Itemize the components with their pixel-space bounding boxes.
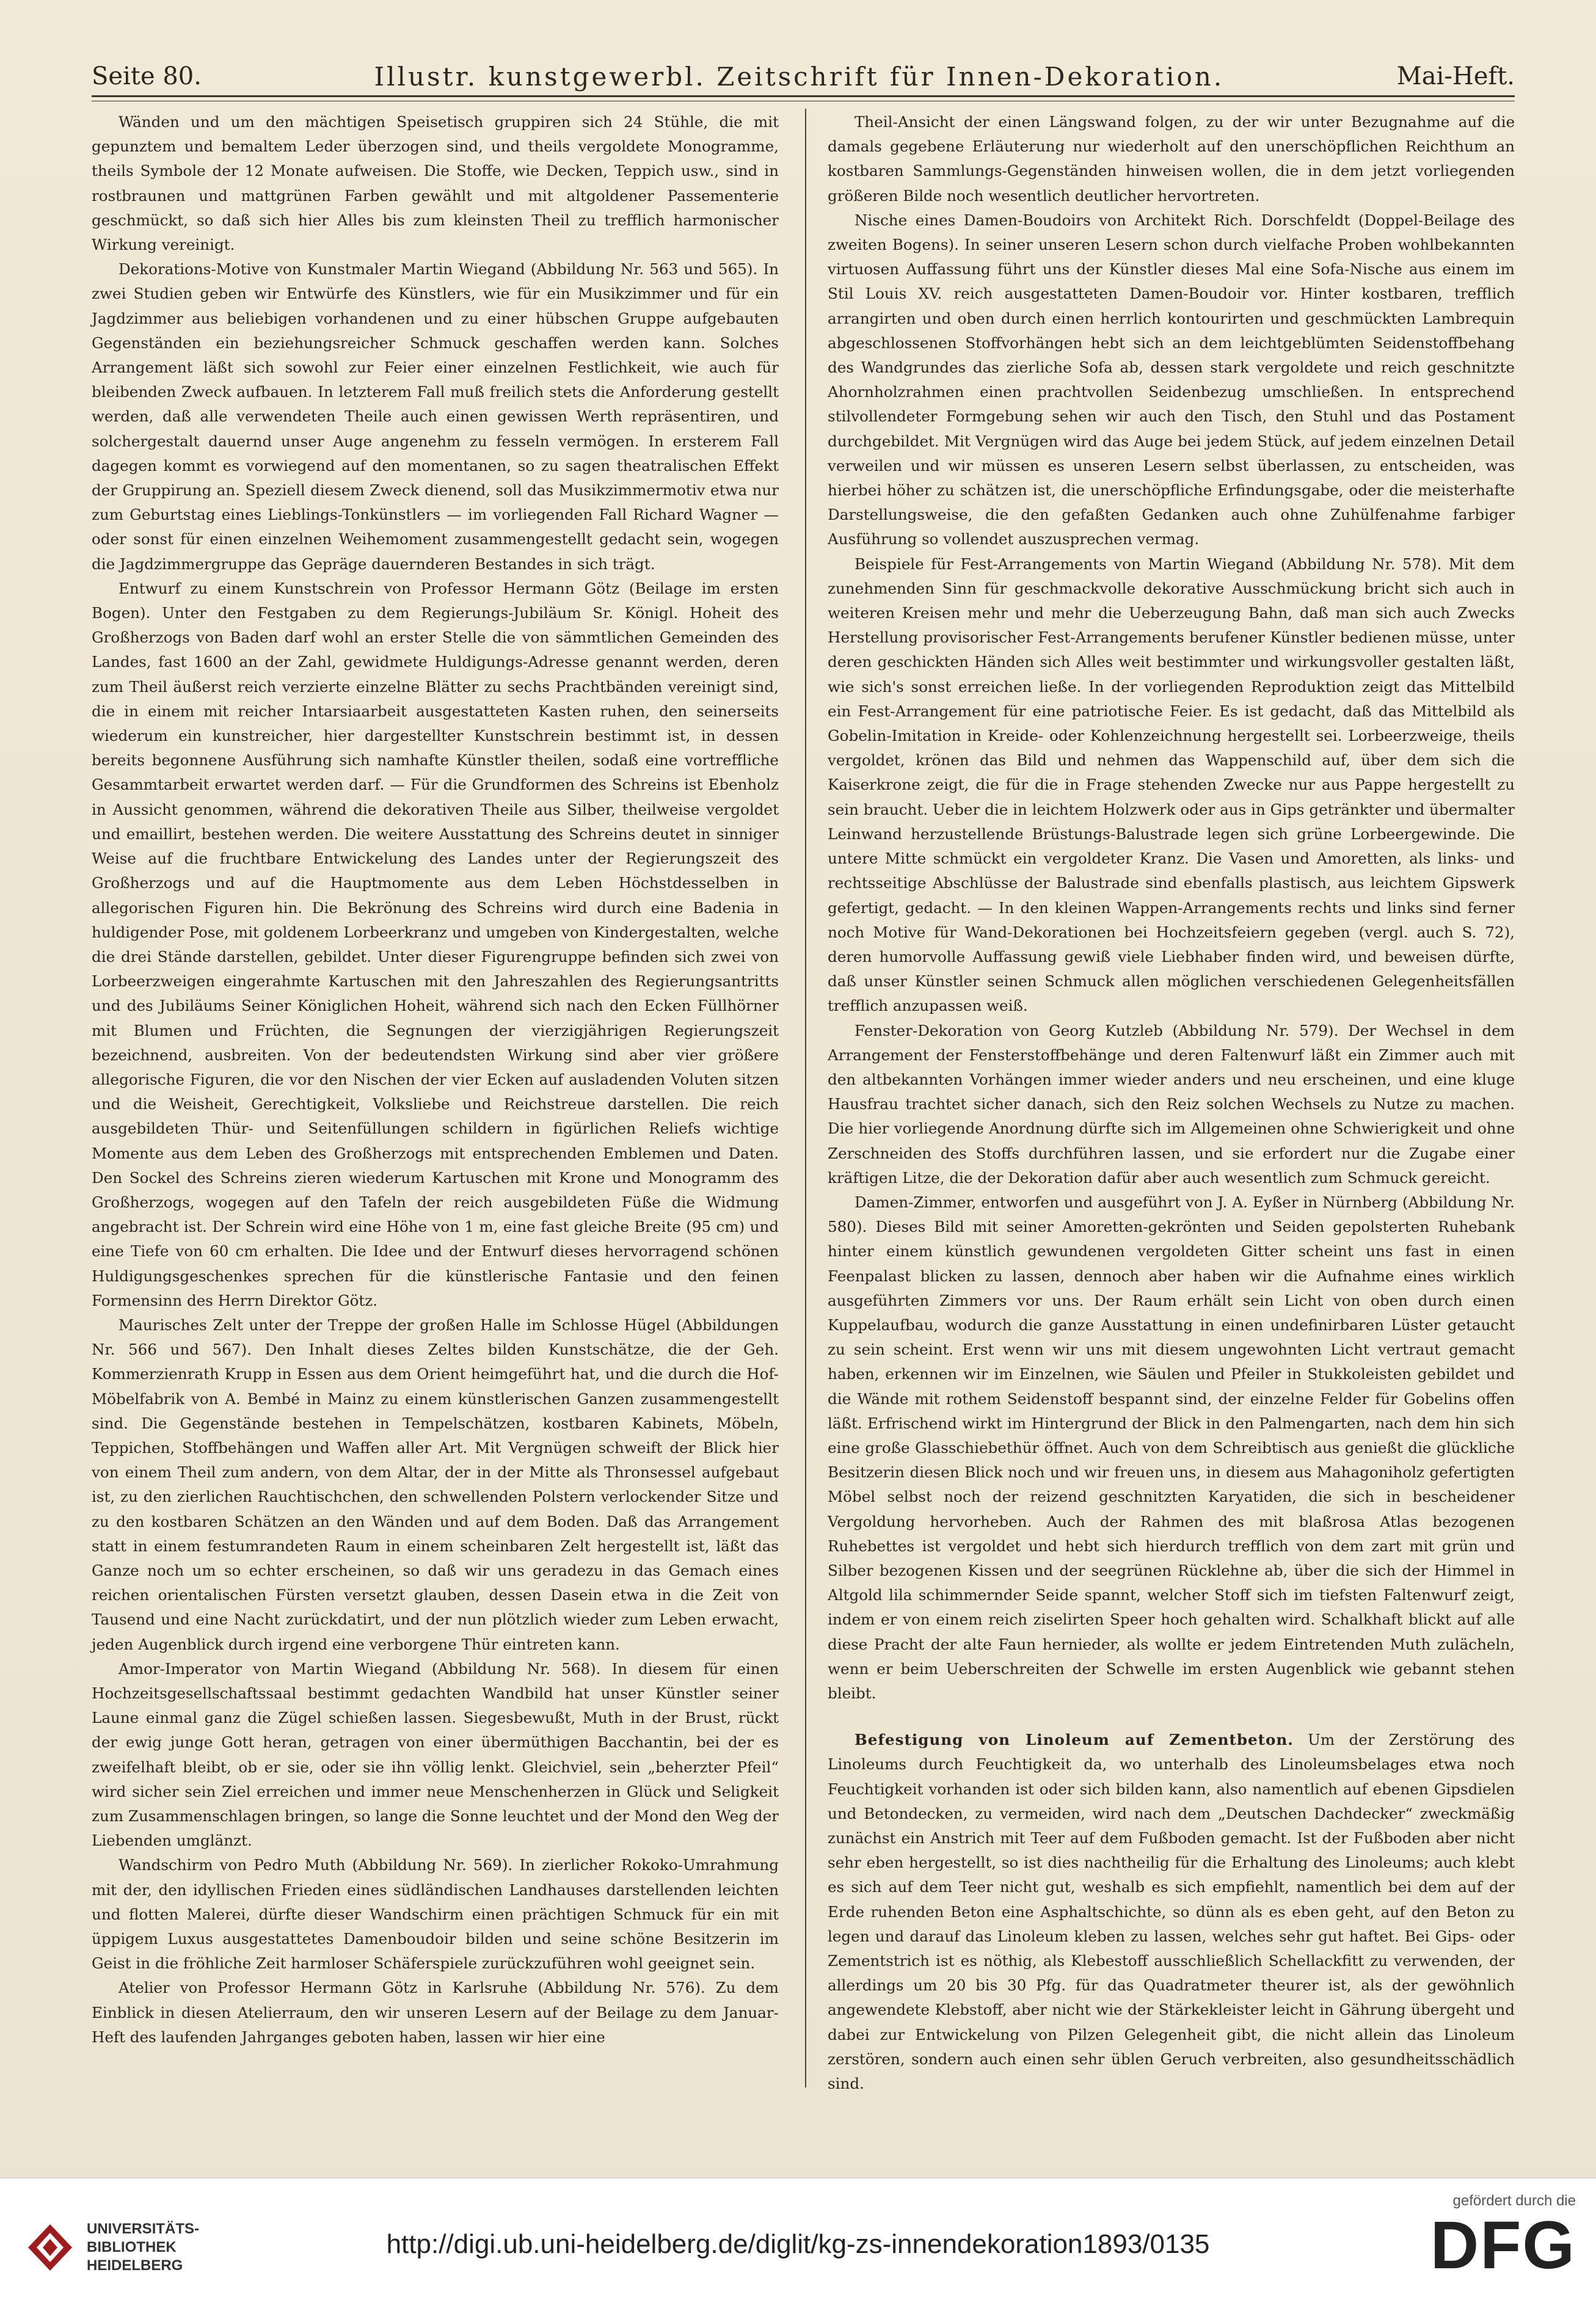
paragraph: Maurisches Zelt unter der Treppe der großen Halle im Schlosse Hügel (Abbildungen Nr. 566 und 567). Den Inhalt dieses Zeltes bilden Kunstschätze, die der Geh. Kommerzienrath Krupp in Essen aus dem Orient heimgeführt hat, und die durch die Hof-Möbelfabrik von A. Bembé in Mainz zu einem künstlerischen Ganzen zusammengestellt sind. Die Gegenstände bestehen in Tempelschätzen, kostbaren Kabinets, Möbeln, Teppichen, Stoffbehängen und Waffen aller Art. Mit Vergnügen schweift der Blick hier von einem Theil zum andern, von dem Altar, der in der Mitte als Thronsessel aufgebaut ist, zu den zierlichen Rauchtischchen, den schwellenden Polstern verlockender Sitze und zu den kostbaren Schätzen an den Wänden und auf dem Boden. Daß das Arrangement statt in einem festumrandeten Raum in einem scheinbaren Zelt hergestellt ist, läßt das Ganze noch um so echter erscheinen, so daß wir uns geradezu in das Gemach eines reichen orientalischen Fürsten versetzt glauben, dessen Dasein etwa in die Zeit von Tausend und eine Nacht zurückdatirt, und der nun plötzlich wieder zum Leben erwacht, jeden Augenblick durch irgend eine verborgene Thür eintreten kann. [92, 1316, 779, 1653]
paragraph: Entwurf zu einem Kunstschrein von Professor Hermann Götz (Beilage im ersten Bogen). Unter den Festgaben zu dem Regierungs-Jubiläum Sr. Königl. Hoheit des Großherzogs von Baden darf wohl an erster Stelle die von sämmtlichen Gemeinden des Landes, fast 1600 an der Zahl, gewidmete Huldigungs-Adresse genannt werden, deren zum Theil äußerst reich verzierte einzelne Blätter zu sechs Prachtbänden vereinigt sind, die in einem mit reicher Intarsiaarbeit ausgestatteten Kasten ruhen, den seinerseits wiederum ein kunstreicher, hier dargestellter Kunstschrein bestimmt ist, in dessen bereits begonnene Ausführung sich namhafte Künstler theilen, sodaß eine vortreffliche Gesammtarbeit erwartet werden darf. — Für die Grundformen des Schreins ist Ebenholz in Aussicht genommen, während die dekorativen Theile aus Silber, theilweise vergoldet und emaillirt, bestehen werden. Die weitere Ausstattung des Schreins deutet in sinniger Weise auf die fruchtbare Entwickelung des Landes unter der Regierungszeit des Großherzogs und auf die Hauptmomente aus dem Leben Höchstdesselben in allegorischen Figuren hin. Die Bekrönung des Schreins wird durch eine Badenia in huldigender Pose, mit goldenem Lorbeerkranz und umgeben von Kindergestalten, welche die drei Stände darstellen, gebildet. Unter dieser Figurengruppe befinden sich zwei von Lorbeerzweigen eingerahmte Kartuschen mit den Jahreszahlen des Regierungsantritts und des Jubiläums Seiner Königlichen Hoheit, während sich nach den Ecken Füllhörner mit Blumen und Früchten, die Segnungen der vierzigjährigen Regierungszeit bezeichnend, ausbreiten. Von der bedeutendsten Wirkung sind aber vier größere allegorische Figuren, die vor den Nischen der vier Ecken auf ausladenden Voluten sitzen und die Weisheit, Gerechtigkeit, Volksliebe und Reichstreue darstellen. Die reich ausgebildeten Thür- und Seitenfüllungen schildern in figürlichen Reliefs wichtige Momente aus dem Leben des Großherzogs mit entsprechenden Emblemen und Daten. Den Sockel des Schreins zieren wiederum Kartuschen mit Krone und Monogramm des Großherzogs, wogegen auf den Tafeln der reich ausgebildeten Füße die Widmung angebracht ist. Der Schrein wird eine Höhe von 1 m, eine fast gleiche Breite (95 cm) und eine Tiefe von 60 cm erhalten. Die Idee und der Entwurf dieses hervorragend schönen Huldigungsgeschenkes sprechen für die künstlerische Fantasie und den feinen Formensinn des Herrn Direktor Götz. [92, 579, 779, 1309]
article-heading: Befestigung von Linoleum auf Zementbeton. [854, 1731, 1294, 1749]
library-name-line: HEIDELBERG [87, 2257, 183, 2274]
column-divider [805, 109, 806, 2087]
paragraph: Nische eines Damen-Boudoirs von Architekt Rich. Dorschfeldt (Doppel-Beilage des zweiten Bogens). In seiner unseren Lesern schon durch vielfache Proben wohlbekannten virtuosen Auffassung führt uns der Künstler dieses Mal eine Sofa-Nische aus einem im Stil Louis XV. reich ausgestatteten Damen-Boudoir vor. Hinter kostbaren, trefflich arrangirten und oben durch einen herrlich kontourirten und geschmückten Lambrequin abgeschlossenen Stoffvorhängen hebt sich an dem leichtgeblümten Seidenstoffbehang des Wandgrundes das zierliche Sofa ab, dessen stark vergoldete und reich geschnitzte Ahornholzrahmen einen prachtvollen Seidenbezug umschließen. In entsprechend stilvollendeter Formgebung sehen wir auch den Tisch, den Stuhl und das Postament durchgebildet. Mit Vergnügen wird das Auge bei jedem Stück, auf jedem einzelnen Detail verweilen und wir müssen es unseren Lesern selbst überlassen, zu entscheiden, was hierbei höher zu schätzen ist, die unerschöpfliche Erfindungsgabe, oder die meisterhafte Darstellungsweise, die den gefaßten Gedanken auch ohne Zuhülfenahme farbiger Ausführung so vollendet auszusprechen vermag. [828, 211, 1515, 548]
paragraph: Dekorations-Motive von Kunstmaler Martin Wiegand (Abbildung Nr. 563 und 565). In zwei Studien geben wir Entwürfe des Künstlers, wie für ein Musikzimmer und für ein Jagdzimmer aus beliebigen vorhandenen und zu einer hübschen Gruppe aufgebauten Gegenständen ein beziehungsreicher Schmuck geschaffen werden kann. Solches Arrangement läßt sich sowohl zur Feier einer einzelnen Festlichkeit, wie auch für bleibenden Zweck aufbauen. In letzterem Fall muß freilich stets die Anforderung gestellt werden, daß alle verwendeten Theile auch einen gewissen Werth repräsentiren, und solchergestalt dauernd unser Auge angenehm zu fesseln vermögen. In ersterem Fall dagegen kommt es vorwiegend auf den momentanen, so zu sagen theatralischen Effekt der Gruppirung an. Speziell diesem Zweck dienend, soll das Musikzimmermotiv etwa nur zum Geburtstag eines Lieblings-Tonkünstlers — im vorliegenden Fall Richard Wagner — oder sonst für einen einzelnen Weihemoment zusammengestellt gedacht sein, wogegen die Jagdzimmergruppe das Gepräge dauernderen Bestandes in sich trägt. [92, 260, 779, 573]
paragraph: Wänden und um den mächtigen Speisetisch gruppiren sich 24 Stühle, die mit gepunztem und bemaltem Leder überzogen sind, und theils vergoldete Monogramme, theils Symbole der 12 Monate aufweisen. Die Stoffe, wie Decken, Teppich usw., sind in rostbraunen und mattgrünen Farben gewählt und mit altgoldener Passementerie geschmückt, so daß sich hier Alles bis zum kleinsten Theil zu trefflich harmonischer Wirkung vereinigt. [92, 113, 779, 254]
paragraph: Atelier von Professor Hermann Götz in Karlsruhe (Abbildung Nr. 576). Zu dem Einblick in diesen Atelierraum, den wir unseren Lesern auf der Beilage zu dem Januar-Heft des laufenden Jahrganges geboten haben, lassen wir hier eine [92, 1979, 779, 2046]
issue-label: Mai-Heft. [1396, 62, 1515, 90]
page-number: Seite 80. [92, 62, 202, 90]
linoleum-article [828, 1728, 1515, 2096]
permalink-url[interactable]: http://digi.ub.uni-heidelberg.de/diglit/kg-zs-innendekoration1893/0135 [386, 2229, 1210, 2259]
journal-title: Illustr. kunstgewerbl. Zeitschrift für Innen-Dekoration. [374, 61, 1225, 92]
page-header [92, 55, 1515, 98]
paragraph: Wandschirm von Pedro Muth (Abbildung Nr. 569). In zierlicher Rokoko-Umrahmung mit der, den idyllischen Frieden eines südländischen Landhauses darstellenden leichten und flotten Malerei, dürfte dieser Wandschirm einen prächtigen Schmuck für ein mit üppigem Luxus ausgestattetes Damenboudoir bilden und seine schöne Besitzerin im Geist in die fröhliche Zeit harmloser Schäferspiele zurückzuführen wohl geeignet sein. [92, 1856, 779, 1973]
sponsor-caption: gefördert durch die [1452, 2193, 1576, 2209]
paragraph: Damen-Zimmer, entworfen und ausgeführt von J. A. Eyßer in Nürnberg (Abbildung Nr. 580). Dieses Bild mit seiner Amoretten-gekrönten und Seiden gepolsterten Ruhebank hinter einem künstlich gewundenen vergoldeten Gitter scheint uns fast in einen Feenpalast blicken zu lassen, dennoch aber haben wir die Aufnahme eines wirklich ausgeführten Zimmers vor uns. Der Raum erhält sein Licht von oben durch einen Kuppelaufbau, wodurch die ganze Ausstattung in einen undefinirbaren Lüster getaucht zu sein scheint. Erst wenn wir uns mit diesem ungewohnten Licht vertraut gemacht haben, erkennen wir im Einzelnen, wie Säulen und Pfeiler in Stukkoleisten gebildet und die Wände mit rothem Seidenstoff bespannt sind, der einzelne Felder für Gobelins offen läßt. Erfrischend wirkt im Hintergrund der Blick in den Palmengarten, nach dem hin sich eine große Glasschiebethür öffnet. Auch von dem Schreibtisch aus genießt die glückliche Besitzerin diesen Blick noch und wir freuen uns, in diesem aus Mahagoniholz gefertigten Möbel selbst noch der reizend geschnitzten Karyatiden, die sich in bescheidener Vergoldung hervorheben. Auch der Rahmen des mit blaßrosa Atlas bezogenen Ruhebettes ist vergoldet und hebt sich hierdurch trefflich von dem zart mit grün und Silber bezogenen Kissen und der seegrünen Rücklehne ab, über die sich der Himmel in Altgold lila schimmernder Seide spannt, welcher Stoff sich im tiefsten Faltenwurf zeigt, indem er von einem reich ziselirten Speer hoch gehalten wird. Schalkhaft blickt auf alle diese Pracht der alte Faun hernieder, als wollte er jedem Eintretenden Muth zulächeln, wenn er beim Ueberschreiten der Schwelle im ersten Augenblick wie gebannt stehen bleibt. [828, 1193, 1515, 1702]
paragraph: Beispiele für Fest-Arrangements von Martin Wiegand (Abbildung Nr. 578). Mit dem zunehmenden Sinn für geschmackvolle dekorative Ausschmückung bricht sich auch in weiteren Kreisen mehr und mehr die Ueberzeugung Bahn, daß man sich auch Zwecks Herstellung provisorischer Fest-Arrangements berufener Künstler bedienen müsse, unter deren geschickten Händen sich Alles weit bestimmter und wirkungsvoller gestalten läßt, wie sich's sonst erreichen ließe. In der vorliegenden Reproduktion zeigt das Mittelbild ein Fest-Arrangement für eine patriotische Feier. Es ist gedacht, daß das Mittelbild als Gobelin-Imitation in Kreide- oder Kohlenzeichnung hergestellt sei. Lorbeerzweige, theils vergoldet, krönen das Bild und nehmen das Wappenschild auf, über dem sich die Kaiserkrone zeigt, die für die in Frage stehenden Zwecke nur aus Pappe hergestellt zu sein braucht. Ueber die in leichtem Holzwerk oder aus in Gips getränkter und übermalter Leinwand herzustellende Brüstungs-Balustrade legen sich grüne Lorbeergewinde. Die untere Mitte schmückt ein vergoldeter Kranz. Die Vasen und Amoretten, als links- und rechtsseitige Abschlüsse der Balustrade sind ebenfalls plastisch, aus leichtem Gipswerk gefertigt, gedacht. — In den kleinen Wappen-Arrangements rechts und links sind ferner noch Motive für Wand-Dekorationen bei Hochzeitsfeiern gegeben (vergl. auch S. 72), deren humorvolle Auffassung gewiß viele Liebhaber finden wird, und beweisen dürfte, daß unser Künstler seinen Schmuck allen möglichen verschiedenen Gelegenheitsfällen trefflich anzupassen weiß. [828, 555, 1515, 1015]
footer-divider [0, 2177, 1596, 2178]
dfg-logo: DFG [1430, 2208, 1576, 2283]
right-column [828, 110, 1515, 2096]
library-name-line: UNIVERSITÄTS- [87, 2221, 200, 2237]
paragraph: Theil-Ansicht der einen Längswand folgen, zu der wir unter Bezugnahme auf die damals gegebene Erläuterung nur wiederholt auf den unerschöpflichen Reichthum an kostbaren Sammlungs-Gegenständen hinweisen wollen, die in dem jetzt vorliegenden größeren Bilde noch wesentlich deutlicher hervortreten. [828, 113, 1515, 205]
sponsor-block[interactable] [1380, 2193, 1576, 2290]
article-text: Um der Zerstörung des Linoleums durch Feuchtigkeit da, wo unterhalb des Linoleumsbelages etwa noch Feuchtigkeit vorhanden ist oder sich bilden kann, also namentlich auf ebenen Gipsdielen und Betondecken, zu vermeiden, wird nach dem „Deutschen Dachdecker“ zweckmäßig zunächst ein Anstrich mit Teer auf dem Fußboden gemacht. Ist der Fußboden aber nicht sehr eben hergestellt, so ist dies nachtheilig für die Erhaltung des Linoleums; auch klebt es sich auf dem Teer nicht gut, weshalb es sich empfiehlt, namentlich bei dem auf der Erde ruhenden Beton eine Asphaltschichte, so dünn als es eben geht, auf den Beton zu legen und darauf das Linoleum kleben zu lassen, welches sehr gut haftet. Bei Gips- oder Zementstrich ist es nöthig, als Klebestoff ausschließlich Schellackfitt zu verwenden, der allerdings um 20 bis 30 Pfg. für das Quadratmeter theurer ist, als der gewöhnlich angewendete Klebstoff, aber nicht wie der Stärkekleister leicht in Gährung übergeht und dabei zur Entwickelung von Pilzen Gelegenheit gibt, die nicht allein das Linoleum zerstören, sondern auch einen sehr üblen Geruch verbreiten, also gesundheitsschädlich sind. [828, 1731, 1515, 2093]
paragraph: Amor-Imperator von Martin Wiegand (Abbildung Nr. 568). In diesem für einen Hochzeitsgesellschaftssaal bestimmt gedachten Wandbild hat unser Künstler seiner Laune einmal ganz die Zügel schießen lassen. Siegesbewußt, Muth in der Brust, rückt der ewig junge Gott heran, getragen von einer übermüthigen Bacchantin, bei der es zweifelhaft bleibt, ob er sie, oder sie ihn völlig lenkt. Gleichviel, sein „beherzter Pfeil“ wird sicher sein Ziel erreichen und immer neue Menschenherzen in Glück und Seligkeit zum Zusammenschlagen bringen, so lange die Sonne leuchtet und der Mond den Weg der Liebenden umglänzt. [92, 1659, 779, 1850]
library-name-line: BIBLIOTHEK [87, 2239, 177, 2255]
header-rule [92, 95, 1515, 101]
paragraph: Fenster-Dekoration von Georg Kutzleb (Abbildung Nr. 579). Der Wechsel in dem Arrangement der Fensterstoffbehänge und deren Faltenwurf läßt ein Zimmer auch mit den altbekannten Vorhängen immer wieder anders und neu erscheinen, und eine kluge Hausfrau trachtet sicher danach, sich den Reiz solchen Wechsels zu Nutze zu machen. Die hier vorliegende Anordnung dürfte sich im Allgemeinen ohne Schwierigkeit und ohne Zerschneiden des Stoffs durchführen lassen, und sie erfordert nur die Zugabe einer kräftigen Litze, die der Dekoration dafür aber auch wesentlich zum Schmuck gereicht. [828, 1021, 1515, 1187]
left-column [92, 110, 779, 2050]
